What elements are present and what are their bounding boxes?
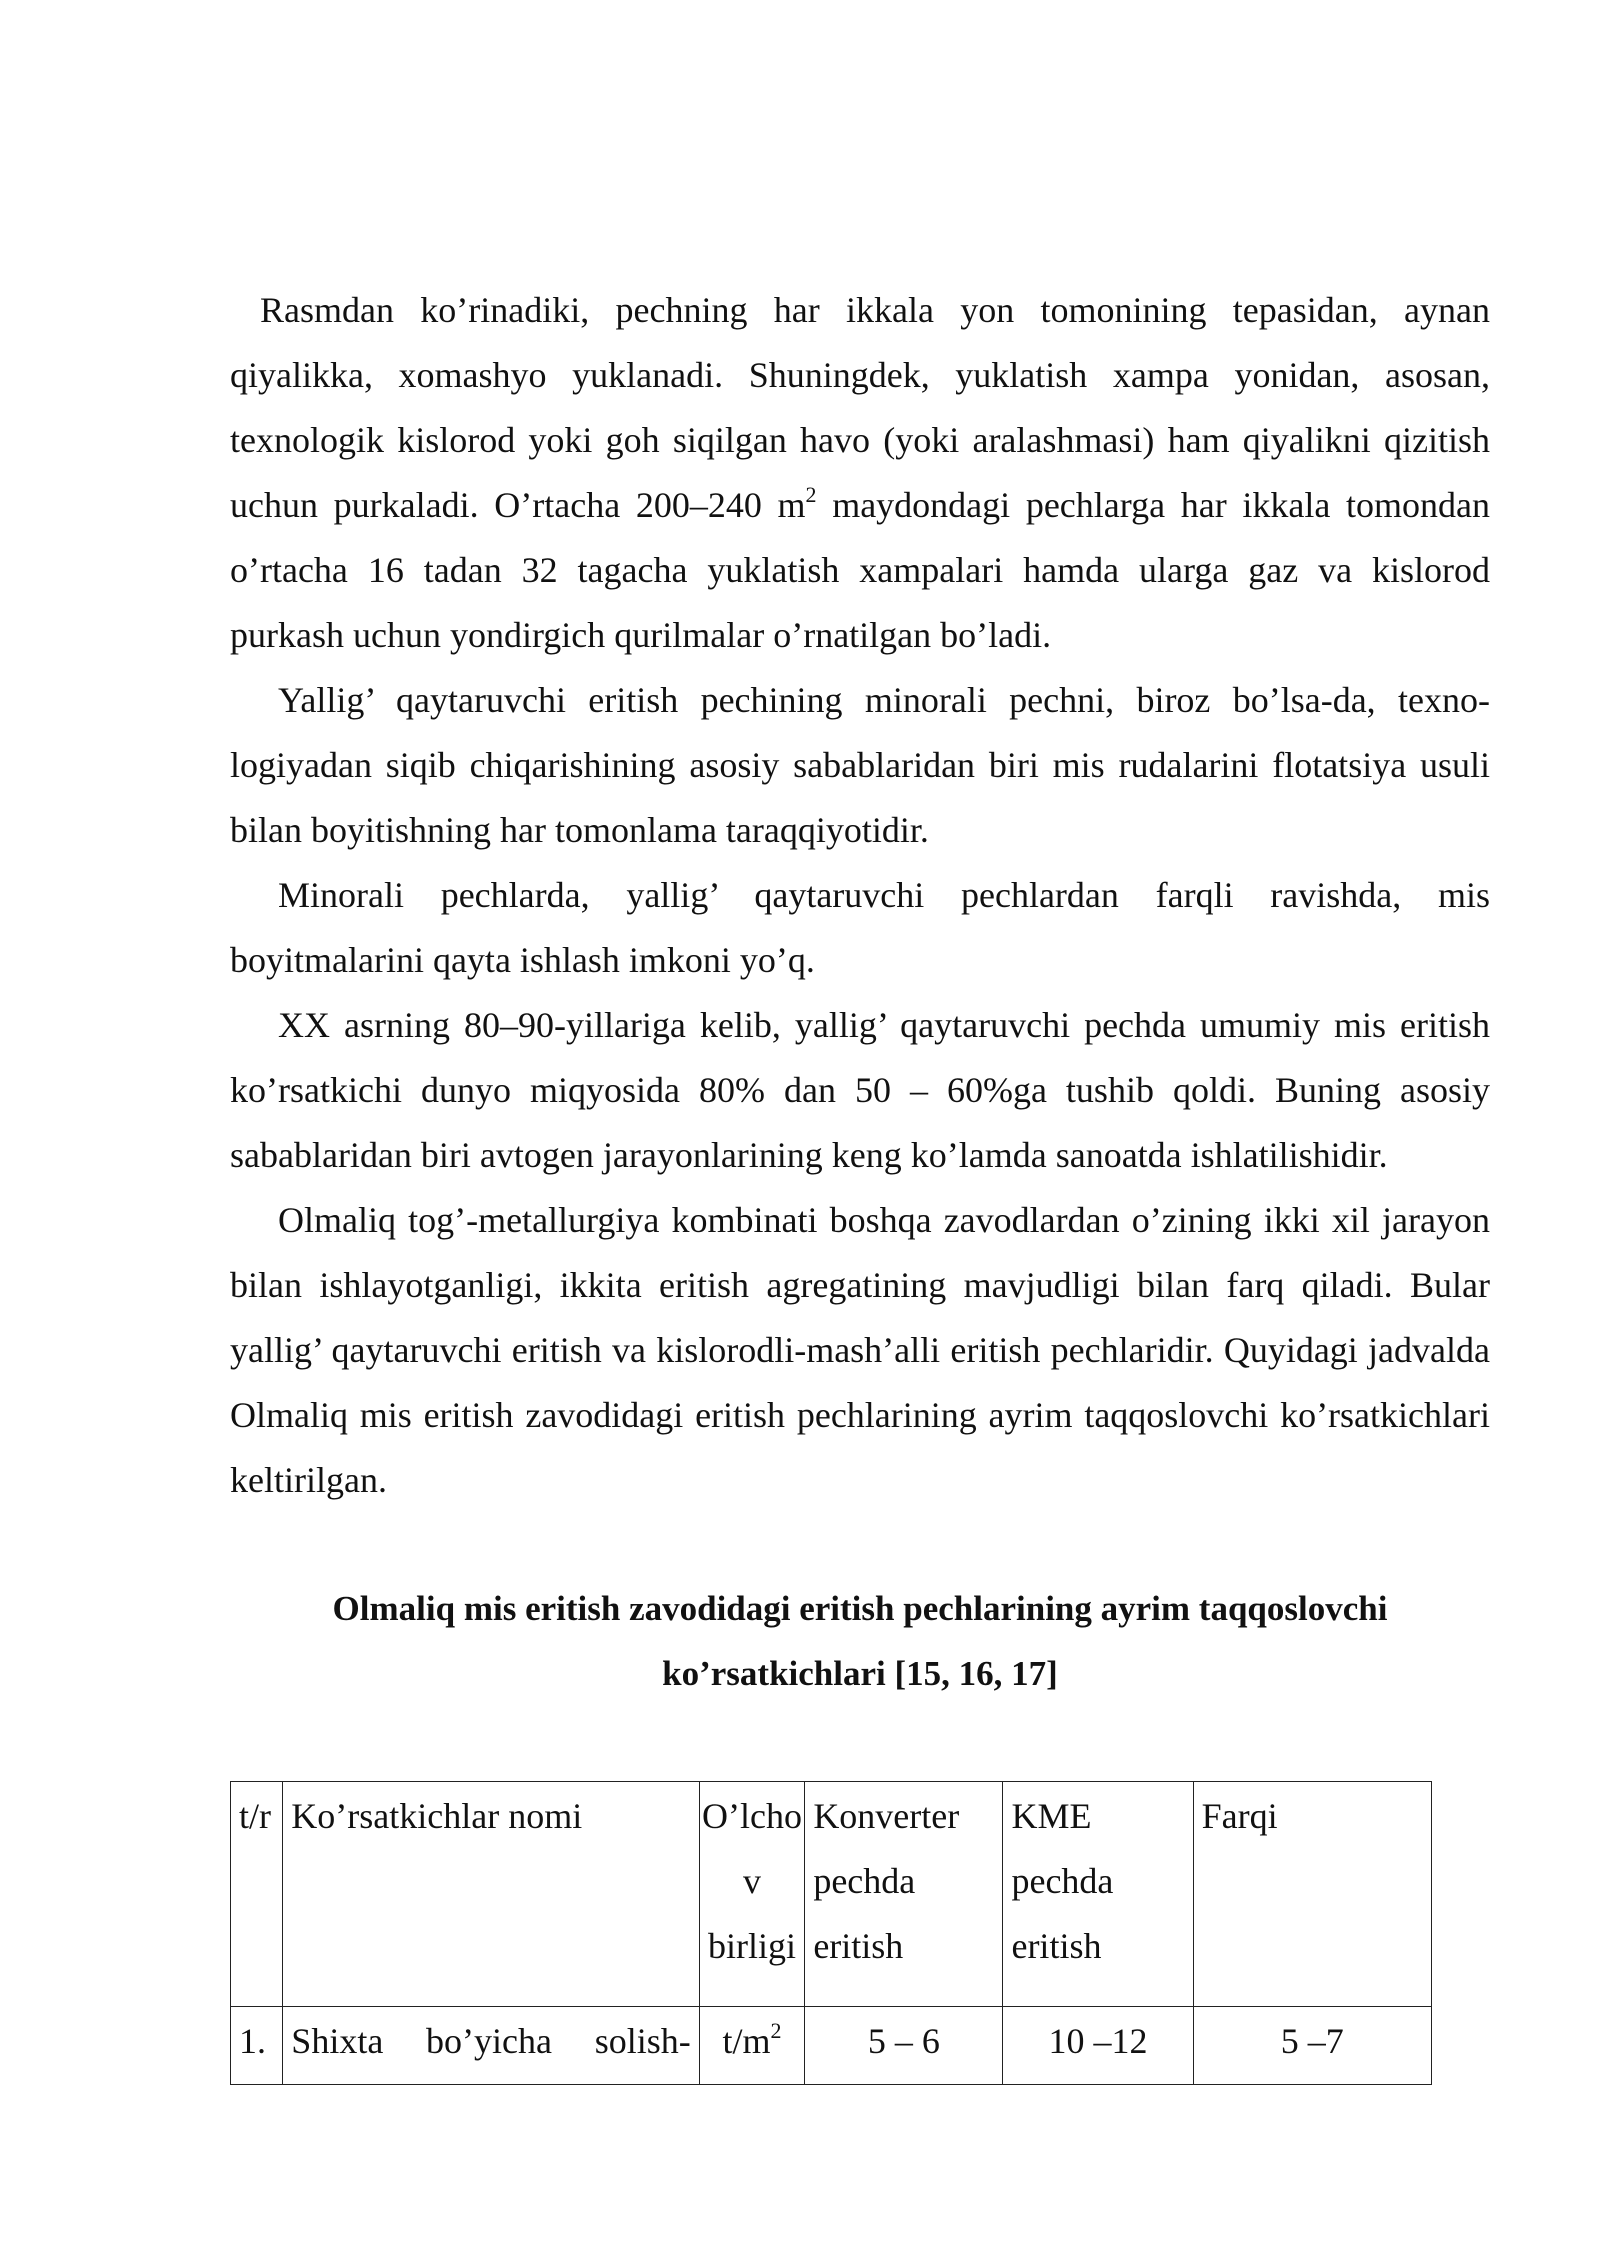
table-title-line-2: ko’rsatkichlari [15, 16, 17] [662,1654,1058,1693]
header-kme-line-3: eritish [1011,1926,1102,1966]
header-unit-line-2: v [743,1861,762,1901]
header-name: Ko’rsatkichlar nomi [283,1782,699,2007]
cell-diff: 5 –7 [1193,2007,1431,2085]
header-unit [699,1782,805,2007]
cell-name-part-1: Shixta [291,2021,384,2061]
paragraph-2: Yallig’ qaytaruvchi eritish pechining minorali pechni, biroz bo’lsa-da, texnologiyadan siqib chiqarishining asosiy sabablaridan biri mis rudalarini flotatsiya usuli bilan boyitishning har tomonlama taraqqiyotidir. [230,680,1490,850]
paragraph-1-text-b: maydondagi pechlarga har ikkala tomondan o’rtacha 16 tadan 32 tagacha yuklatish xampalari hamda ularga gaz va kislorod purkash uchun yondirgich qurilmalar o’rnatilgan bo’ladi. [230,485,1491,655]
paragraph-4: XX asrning 80–90-yillariga kelib, yallig’ qaytaruvchi pechda umumiy mis eritish ko’rsatkichi dunyo miqyosida 80% dan 50 – 60%ga tushib qoldi. Buning asosiy sabablaridan biri avtogen jarayonlarining keng ko’lamda sanoatda ishlatilishidir. [230,1005,1490,1175]
cell-unit [699,2007,805,2085]
cell-name-part-2: bo’yicha [426,2021,552,2061]
paragraph-5: Olmaliq tog’-metallurgiya kombinati boshqa zavodlardan o’zining ikki xil jarayon bilan ishlayotganligi, ikkita eritish agregatining mavjudligi bilan farq qiladi. Bular yallig’ qaytaruvchi eritish va kislorodli-mash’alli eritish pechlaridir. Quyidagi jadvalda Olmaliq mis eritish zavodidagi eritish pechlarining ayrim taqqoslovchi ko’rsatkichlari keltirilgan. [230,1200,1490,1500]
header-converter-line-3: eritish [813,1926,904,1966]
paragraph-1-text-a: Rasmdan ko’rinadiki, pechning har ikkala yon tomonining tepasidan, aynan qiyalikka, xomashyo yuklanadi. Shuningdek, yuklatish xampa yonidan, asosan, texnologik kislorod yoki goh siqilgan havo (yoki aralashmasi) ham qiyalikni qizitish uchun purkaladi. O’rtacha 200–240 m [230,290,1490,525]
table-header-row [231,1782,1432,2007]
header-converter-line-2: pechda [813,1861,916,1901]
header-num: t/r [231,1782,283,2007]
table-title-line-1: Olmaliq mis eritish zavodidagi eritish pechlarining ayrim taqqoslovchi [332,1589,1388,1628]
cell-name [283,2007,699,2085]
header-diff: Farqi [1193,1782,1431,2007]
cell-kme: 10 –12 [1003,2007,1193,2085]
cell-num: 1. [231,2007,283,2085]
paragraph-3: Minorali pechlarda, yallig’ qaytaruvchi pechlardan farqli ravishda, mis boyitmalarini qayta ishlash imkoni yo’q. [230,875,1490,980]
comparison-table [230,1781,1432,2085]
header-unit-line-1: O’lcho [702,1796,802,1836]
header-unit-line-3: birligi [708,1926,797,1966]
paragraph-1 [230,278,1490,668]
cell-name-part-3: solish- [594,2021,691,2061]
header-kme-line-1: KME [1011,1796,1092,1836]
header-converter [805,1782,1003,2007]
superscript-2: 2 [805,482,817,507]
cell-converter: 5 – 6 [805,2007,1003,2085]
document-body [230,278,1490,1513]
header-converter-line-1: Konverter [813,1796,960,1836]
table-title [230,1576,1490,1706]
header-kme-line-2: pechda [1011,1861,1114,1901]
cell-unit-superscript: 2 [770,2018,782,2043]
table-row [231,2007,1432,2085]
cell-unit-base: t/m [722,2021,771,2061]
header-kme [1003,1782,1193,2007]
